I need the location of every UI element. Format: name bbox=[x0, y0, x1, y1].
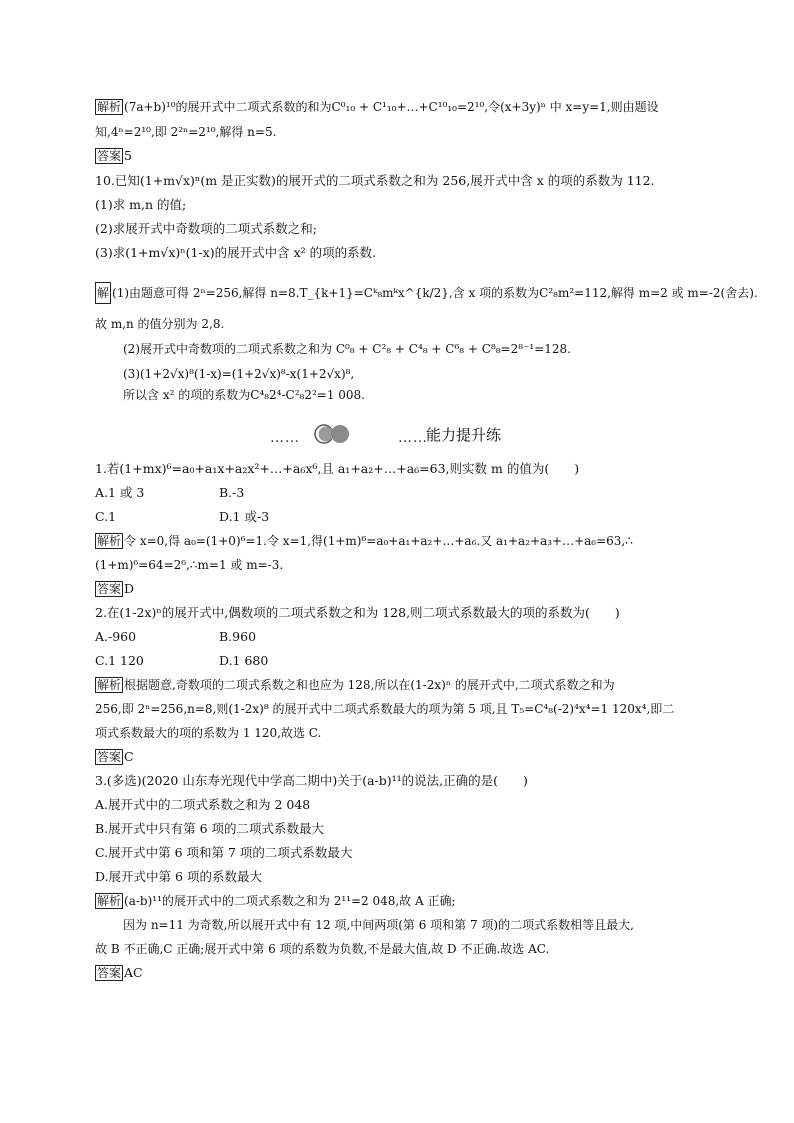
q10-solution-text-4: (3)(1+2√x)⁸(1-x)=(1+2√x)⁸-x(1+2√x)⁸, bbox=[123, 367, 355, 381]
daan-label: 答案 bbox=[97, 582, 122, 596]
daan-label: 答案 bbox=[97, 750, 122, 764]
jiexi-label: 解析 bbox=[97, 678, 122, 692]
jie-label: 解 bbox=[95, 282, 111, 304]
p1-solution-text-1: 令 x=0,得 a₀=(1+0)⁶=1.令 x=1,得(1+m)⁶=a₀+a₁+a₂+…+a₆.又 a₁+a₂+a₃+…+a₆=63,∴ bbox=[124, 534, 633, 548]
p2-solution-text-2: 256,即 2ⁿ=256,n=8,则(1-2x)⁸ 的展开式中二项式系数最大的项为第 5 项,且 T₅=C⁴₈(-2)⁴x⁴=1 120x⁴,即二 bbox=[95, 702, 675, 716]
p2-answer-line bbox=[95, 749, 134, 765]
q10-solution-text-5: 所以含 x² 的项的系数为C⁴₈2⁴-C²₈2²=1 008. bbox=[123, 388, 365, 402]
jiexi-label: 解析 bbox=[97, 100, 122, 114]
p1-option-c: C.1 bbox=[95, 509, 117, 524]
q9-solution-line bbox=[95, 99, 659, 115]
p1-option-a: A.1 或 3 bbox=[95, 485, 145, 500]
p2-option-b: B.960 bbox=[219, 629, 257, 644]
q10-stem: 10.已知(1+m√x)ⁿ(m 是正实数)的展开式的二项式系数之和为 256,展开式中含 x 的项的系数为 112. bbox=[95, 173, 655, 188]
q10-solution-text-2: 故 m,n 的值分别为 2,8. bbox=[95, 317, 225, 331]
p2-option-a: A.-960 bbox=[95, 629, 137, 644]
p3-solution-line bbox=[95, 893, 456, 909]
jiexi-label: 解析 bbox=[97, 534, 122, 548]
p2-solution-text-3: 项式系数最大的项的系数为 1 120,故选 C. bbox=[95, 726, 322, 740]
p3-solution-text-2: 因为 n=11 为奇数,所以展开式中有 12 项,中间两项(第 6 项和第 7 项)的二项式系数相等且最大, bbox=[123, 918, 634, 932]
p1-solution-text-2: (1+m)⁶=64=2⁶,∴m=1 或 m=-3. bbox=[95, 558, 284, 572]
daan-label: 答案 bbox=[97, 966, 122, 980]
p3-option-b: B.展开式中只有第 6 项的二项式系数最大 bbox=[95, 821, 325, 836]
q9-solution-text-2: 知,4ⁿ=2¹⁰,即 2²ⁿ=2¹⁰,解得 n=5. bbox=[95, 125, 277, 139]
q10-solution-line1 bbox=[95, 282, 758, 304]
p2-solution-line bbox=[95, 677, 615, 693]
q9-answer-line bbox=[95, 148, 132, 164]
p2-answer: C bbox=[124, 749, 134, 764]
p1-option-d: D.1 或-3 bbox=[219, 509, 270, 524]
p3-answer: AC bbox=[124, 965, 143, 980]
p2-option-c: C.1 120 bbox=[95, 653, 144, 668]
p1-answer: D bbox=[124, 581, 135, 596]
q9-answer: 5 bbox=[124, 148, 132, 163]
p1-stem: 1.若(1+mx)⁶=a₀+a₁x+a₂x²+…+a₆x⁶,且 a₁+a₂+…+a₆=63,则实数 m 的值为( ) bbox=[95, 461, 580, 476]
p3-answer-line bbox=[95, 965, 143, 981]
q9-solution-text-1: (7a+b)¹⁰的展开式中二项式系数的和为C⁰₁₀ + C¹₁₀+…+C¹⁰₁₀=2¹⁰,令(x+3y)ⁿ 中 x=y=1,则由题设 bbox=[124, 100, 659, 114]
jiexi-label: 解析 bbox=[97, 894, 122, 908]
p3-solution-text-3: 故 B 不正确,C 正确;展开式中第 6 项的系数为负数,不是最大值,故 D 不正确.故选 AC. bbox=[95, 942, 550, 956]
p3-option-d: D.展开式中第 6 项的系数最大 bbox=[95, 869, 262, 884]
q10-part2: (2)求展开式中奇数项的二项式系数之和; bbox=[95, 221, 317, 236]
daan-label: 答案 bbox=[97, 149, 122, 163]
q10-solution-text-3: (2)展开式中奇数项的二项式系数之和为 C⁰₈ + C²₈ + C⁴₈ + C⁶₈ + C⁸₈=2⁸⁻¹=128. bbox=[123, 342, 571, 356]
p1-answer-line bbox=[95, 581, 134, 597]
section-dots-right: …… bbox=[398, 430, 428, 446]
q10-part1: (1)求 m,n 的值; bbox=[95, 197, 187, 212]
p2-solution-text-1: 根据题意,奇数项的二项式系数之和也应为 128,所以在(1-2x)ⁿ 的展开式中,二项式系数之和为 bbox=[124, 678, 615, 692]
p1-solution-line bbox=[95, 533, 633, 549]
p3-option-a: A.展开式中的二项式系数之和为 2 048 bbox=[95, 797, 311, 812]
q10-solution-text-1: (1)由题意可得 2ⁿ=256,解得 n=8.T_{k+1}=Cᵏ₈mᵏx^{k/2},含 x 项的系数为C²₈m²=112,解得 m=2 或 m=-2(舍去). bbox=[112, 286, 758, 300]
p3-option-c: C.展开式中第 6 项和第 7 项的二项式系数最大 bbox=[95, 845, 353, 860]
p3-stem: 3.(多选)(2020 山东寿光现代中学高二期中)关于(a-b)¹¹的说法,正确的是( ) bbox=[95, 773, 528, 788]
p1-option-b: B.-3 bbox=[219, 485, 245, 500]
section-title: 能力提升练 bbox=[426, 426, 502, 444]
q10-part3: (3)求(1+m√x)ⁿ(1-x)的展开式中含 x² 的项的系数. bbox=[95, 245, 377, 260]
p3-solution-text-1: (a-b)¹¹的展开式中的二项式系数之和为 2¹¹=2 048,故 A 正确; bbox=[124, 894, 456, 908]
section-dots-left: …… bbox=[270, 430, 300, 446]
double-circle-icon bbox=[312, 423, 352, 445]
p2-stem: 2.在(1-2x)ⁿ的展开式中,偶数项的二项式系数之和为 128,则二项式系数最大的项的系数为( ) bbox=[95, 605, 620, 620]
p2-option-d: D.1 680 bbox=[219, 653, 269, 668]
